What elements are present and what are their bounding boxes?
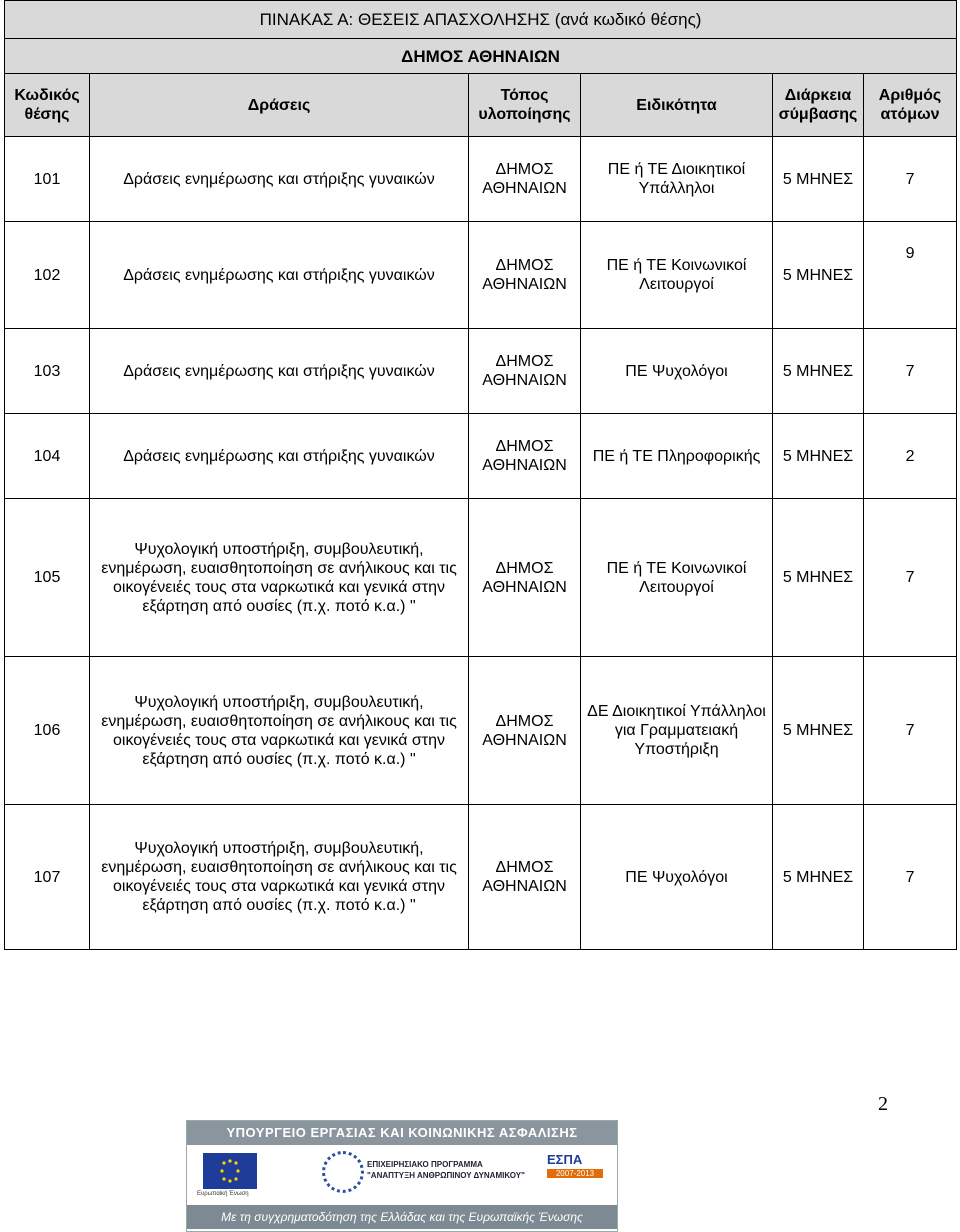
table-row	[5, 657, 957, 805]
cell-duration: 5 ΜΗΝΕΣ	[773, 499, 864, 657]
cell-count: 7	[864, 657, 957, 805]
cell-code: 104	[5, 414, 90, 499]
eu-caption: Ευρωπαϊκή Ένωση	[197, 1191, 249, 1197]
cell-actions: Δράσεις ενημέρωσης και στήριξης γυναικών	[90, 414, 469, 499]
cell-actions: Δράσεις ενημέρωσης και στήριξης γυναικών	[90, 137, 469, 222]
cell-count: 2	[864, 414, 957, 499]
positions-table	[4, 0, 957, 950]
program-emblem-icon	[322, 1151, 364, 1193]
cofunding-logo-banner	[186, 1120, 618, 1232]
cell-count: 7	[864, 805, 957, 950]
ministry-label: ΥΠΟΥΡΓΕΙΟ ΕΡΓΑΣΙΑΣ ΚΑΙ ΚΟΙΝΩΝΙΚΗΣ ΑΣΦΑΛΙΣΗΣ	[187, 1121, 617, 1145]
cell-count: 7	[864, 137, 957, 222]
cell-place: ΔΗΜΟΣ ΑΘΗΝΑΙΩΝ	[469, 499, 581, 657]
cell-duration: 5 ΜΗΝΕΣ	[773, 329, 864, 414]
header-specialty: Ειδικότητα	[581, 74, 773, 137]
cell-specialty: ΠΕ ή ΤΕ Διοικητικοί Υπάλληλοι	[581, 137, 773, 222]
cell-actions: Δράσεις ενημέρωσης και στήριξης γυναικών	[90, 222, 469, 329]
cell-code: 101	[5, 137, 90, 222]
table-row	[5, 414, 957, 499]
table-row	[5, 499, 957, 657]
cell-actions: Ψυχολογική υποστήριξη, συμβουλευτική, ενημέρωση, ευαισθητοποίηση σε ανήλικους και τις οικογένειές τους στα ναρκωτικά και γενικά στην εξάρτηση από ουσίες (π.χ. ποτό κ.α.) "	[90, 805, 469, 950]
table-row	[5, 329, 957, 414]
cell-duration: 5 ΜΗΝΕΣ	[773, 137, 864, 222]
header-place: Τόπος υλοποίησης	[469, 74, 581, 137]
cell-specialty: ΠΕ ή ΤΕ Κοινωνικοί Λειτουργοί	[581, 222, 773, 329]
program-name: ΕΠΙΧΕΙΡΗΣΙΑΚΟ ΠΡΟΓΡΑΜΜΑ "ΑΝΑΠΤΥΞΗ ΑΝΘΡΩΠΙΝΟΥ ΔΥΝΑΜΙΚΟΥ"	[367, 1160, 525, 1180]
table-row	[5, 222, 957, 329]
cell-place: ΔΗΜΟΣ ΑΘΗΝΑΙΩΝ	[469, 805, 581, 950]
table-title: ΠΙΝΑΚΑΣ Α: ΘΕΣΕΙΣ ΑΠΑΣΧΟΛΗΣΗΣ (ανά κωδικό θέσης)	[5, 1, 957, 39]
cell-duration: 5 ΜΗΝΕΣ	[773, 805, 864, 950]
cell-code: 103	[5, 329, 90, 414]
table-row	[5, 805, 957, 950]
cell-count: 9	[864, 222, 957, 329]
cell-specialty: ΠΕ Ψυχολόγοι	[581, 805, 773, 950]
cell-place: ΔΗΜΟΣ ΑΘΗΝΑΙΩΝ	[469, 222, 581, 329]
cell-code: 106	[5, 657, 90, 805]
header-actions: Δράσεις	[90, 74, 469, 137]
eu-flag-icon	[203, 1153, 257, 1189]
table-subtitle: ΔΗΜΟΣ ΑΘΗΝΑΙΩΝ	[5, 39, 957, 74]
espa-years: 2007-2013	[547, 1169, 603, 1178]
espa-label: ΕΣΠΑ	[547, 1152, 583, 1167]
cell-place: ΔΗΜΟΣ ΑΘΗΝΑΙΩΝ	[469, 329, 581, 414]
header-duration: Διάρκεια σύμβασης	[773, 74, 864, 137]
cell-code: 107	[5, 805, 90, 950]
cofunding-text: Με τη συγχρηματοδότηση της Ελλάδας και της Ευρωπαϊκής Ένωσης	[187, 1205, 617, 1229]
cell-actions: Ψυχολογική υποστήριξη, συμβουλευτική, ενημέρωση, ευαισθητοποίηση σε ανήλικους και τις οικογένειές τους στα ναρκωτικά και γενικά στην εξάρτηση από ουσίες (π.χ. ποτό κ.α.) "	[90, 499, 469, 657]
table-row	[5, 137, 957, 222]
cell-actions: Δράσεις ενημέρωσης και στήριξης γυναικών	[90, 329, 469, 414]
cell-duration: 5 ΜΗΝΕΣ	[773, 414, 864, 499]
cell-specialty: ΔΕ Διοικητικοί Υπάλληλοι για Γραμματειακή Υποστήριξη	[581, 657, 773, 805]
cell-count: 7	[864, 329, 957, 414]
cell-code: 105	[5, 499, 90, 657]
cell-code: 102	[5, 222, 90, 329]
cell-specialty: ΠΕ ή ΤΕ Πληροφορικής	[581, 414, 773, 499]
page-number: 2	[878, 1093, 888, 1115]
cell-duration: 5 ΜΗΝΕΣ	[773, 222, 864, 329]
cell-duration: 5 ΜΗΝΕΣ	[773, 657, 864, 805]
cell-place: ΔΗΜΟΣ ΑΘΗΝΑΙΩΝ	[469, 137, 581, 222]
header-row	[5, 74, 957, 137]
cell-actions: Ψυχολογική υποστήριξη, συμβουλευτική, ενημέρωση, ευαισθητοποίηση σε ανήλικους και τις οικογένειές τους στα ναρκωτικά και γενικά στην εξάρτηση από ουσίες (π.χ. ποτό κ.α.) "	[90, 657, 469, 805]
header-count: Αριθμός ατόμων	[864, 74, 957, 137]
cell-place: ΔΗΜΟΣ ΑΘΗΝΑΙΩΝ	[469, 657, 581, 805]
cell-specialty: ΠΕ Ψυχολόγοι	[581, 329, 773, 414]
cell-count: 7	[864, 499, 957, 657]
espa-logo	[547, 1153, 603, 1178]
cell-place: ΔΗΜΟΣ ΑΘΗΝΑΙΩΝ	[469, 414, 581, 499]
header-code: Κωδικός θέσης	[5, 74, 90, 137]
cell-specialty: ΠΕ ή ΤΕ Κοινωνικοί Λειτουργοί	[581, 499, 773, 657]
